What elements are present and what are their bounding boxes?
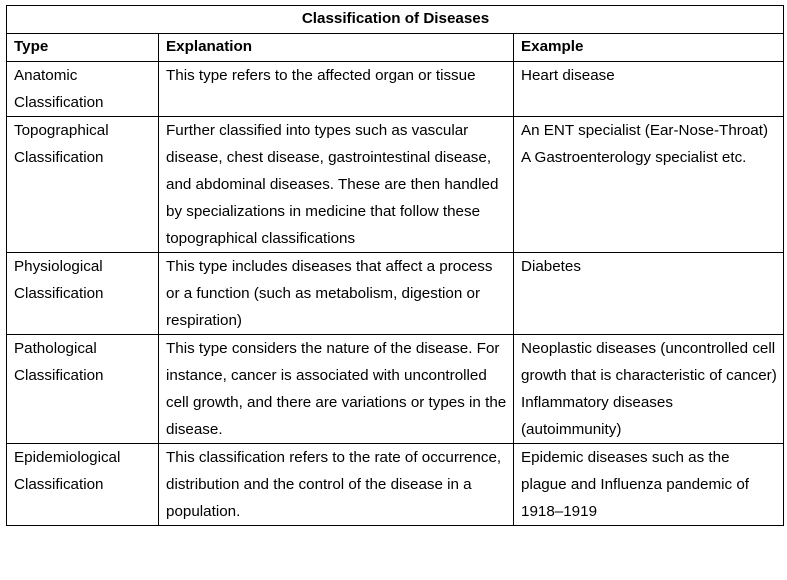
type-cell: Topographical Classification <box>7 117 159 253</box>
example-text: Epidemic diseases such as the plague and Influenza pandemic of 1918–1919 <box>521 449 749 520</box>
type-cell: Anatomic Classification <box>7 62 159 117</box>
type-cell: Epidemiological Classification <box>7 444 159 526</box>
example-text: A Gastroenterology specialist etc. <box>521 149 747 166</box>
example-text: Neoplastic diseases (uncontrolled cell growth that is characteristic of cancer) <box>521 340 777 384</box>
explanation-cell: This type refers to the affected organ or tissue <box>159 62 514 117</box>
header-explanation: Explanation <box>159 34 514 62</box>
table-row <box>7 444 784 526</box>
table-title: Classification of Diseases <box>7 6 784 34</box>
table-row <box>7 117 784 253</box>
type-cell: Physiological Classification <box>7 253 159 335</box>
explanation-cell: This type includes diseases that affect a process or a function (such as metabolism, digestion or respiration) <box>159 253 514 335</box>
table-body <box>7 62 784 526</box>
explanation-cell: This type considers the nature of the disease. For instance, cancer is associated with uncontrolled cell growth, and there are variations or types in the disease. <box>159 335 514 444</box>
title-row <box>7 6 784 34</box>
table-row <box>7 62 784 117</box>
example-cell <box>514 117 784 253</box>
table-row <box>7 335 784 444</box>
example-cell <box>514 335 784 444</box>
example-text: An ENT specialist (Ear-Nose-Throat) <box>521 122 769 139</box>
header-row <box>7 34 784 62</box>
type-cell: Pathological Classification <box>7 335 159 444</box>
example-text: Inflammatory diseases (autoimmunity) <box>521 394 673 438</box>
example-cell <box>514 444 784 526</box>
explanation-cell: Further classified into types such as vascular disease, chest disease, gastrointestinal disease, and abdominal diseases. These are then handled by specializations in medicine that follow these topographical classifications <box>159 117 514 253</box>
example-text: Heart disease <box>521 67 615 84</box>
header-example: Example <box>514 34 784 62</box>
table-row <box>7 253 784 335</box>
header-type: Type <box>7 34 159 62</box>
example-text: Diabetes <box>521 258 581 275</box>
explanation-cell: This classification refers to the rate of occurrence, distribution and the control of the disease in a population. <box>159 444 514 526</box>
example-cell <box>514 62 784 117</box>
example-cell <box>514 253 784 335</box>
classification-table <box>6 5 784 526</box>
